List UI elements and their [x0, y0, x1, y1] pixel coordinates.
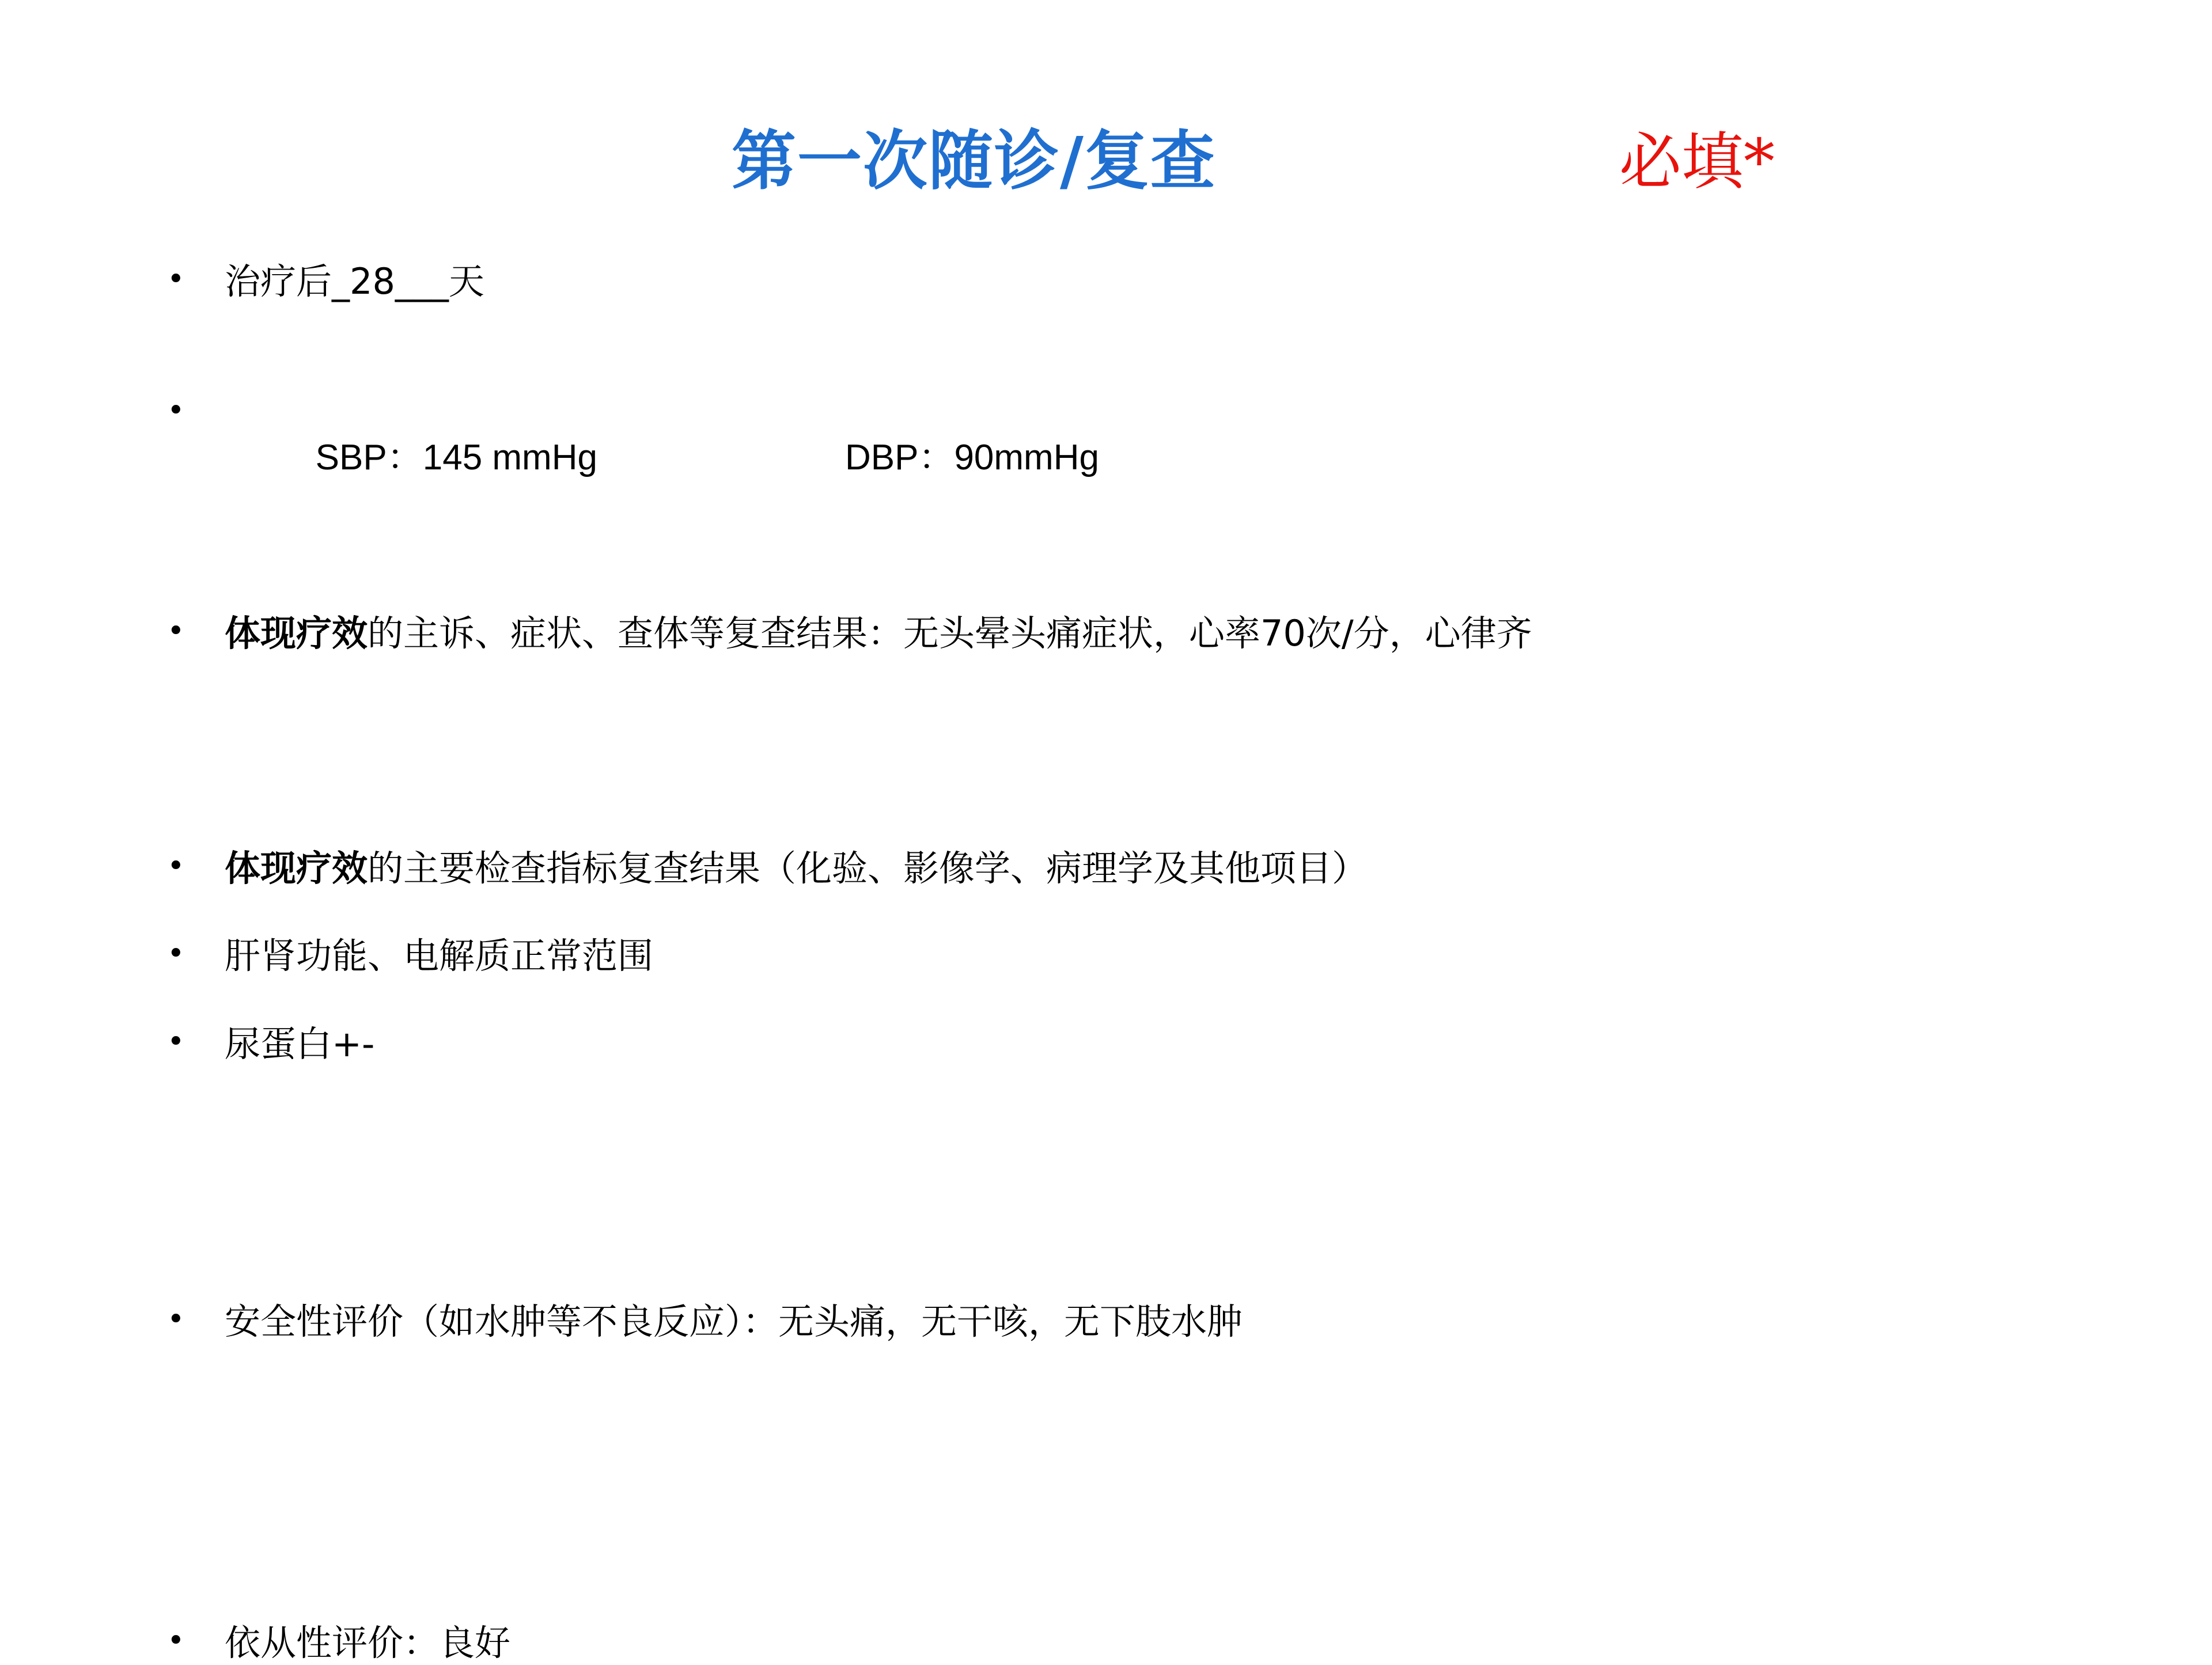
list-item-efficacy-symptoms — [167, 611, 2126, 656]
safety-evaluation-text: 安全性评价（如水肿等不良反应）：无头痛，无干咳，无下肢水肿 — [225, 1299, 2126, 1344]
efficacy-symptoms-text: 的主诉、症状、查体等复查结果：无头晕头痛症状，心率70次/分，心律齐 — [368, 612, 1532, 654]
efficacy-exams-row — [225, 846, 2126, 891]
dbp-label: DBP： — [845, 438, 954, 477]
slide-title-row — [0, 109, 2212, 202]
efficacy-symptoms-row — [225, 611, 2126, 656]
spacer — [167, 304, 2126, 390]
spacer — [167, 1066, 2126, 1256]
bullet-icon: • — [167, 259, 225, 299]
spacer — [167, 525, 2126, 611]
list-item-blood-pressure — [167, 390, 2126, 525]
bullet-icon: • — [167, 1022, 225, 1062]
efficacy-symptoms-bold: 体现疗效 — [225, 612, 368, 654]
bullet-icon: • — [167, 611, 225, 651]
sbp-label: SBP： — [316, 438, 423, 477]
list-item-efficacy-exams — [167, 846, 2126, 891]
compliance-evaluation-text: 依从性评价：良好 — [225, 1621, 2126, 1665]
liver-kidney-electrolytes-text: 肝肾功能、电解质正常范围 — [225, 934, 2126, 978]
spacer — [167, 1256, 2126, 1299]
bullet-list — [167, 259, 2126, 1665]
spacer — [167, 890, 2126, 934]
page-title: 第一次随诊/复查 — [732, 109, 1216, 202]
bullet-icon: • — [167, 934, 225, 974]
bullet-icon: • — [167, 846, 225, 886]
spacer — [167, 656, 2126, 846]
efficacy-exams-bold: 体现疗效 — [225, 847, 368, 889]
bullet-icon: • — [167, 1299, 225, 1340]
dbp-value: 90mmHg — [954, 438, 1099, 477]
required-marker: 必填* — [1619, 112, 1775, 201]
bullet-icon: • — [167, 390, 225, 431]
efficacy-exams-text: 的主要检查指标复查结果（化验、影像学、病理学及其他项目） — [368, 847, 1368, 889]
bullet-icon: • — [167, 1621, 225, 1661]
spacer — [167, 978, 2126, 1022]
list-item-liver-kidney-electrolytes — [167, 934, 2126, 978]
spacer — [167, 1534, 2126, 1621]
days-after-treatment-text: 治疗后_28___天 — [225, 259, 2126, 304]
list-item-compliance-evaluation — [167, 1621, 2126, 1665]
list-item-safety-evaluation — [167, 1299, 2126, 1344]
list-item-urine-protein — [167, 1022, 2126, 1067]
list-item-days-after-treatment — [167, 259, 2126, 304]
spacer — [167, 1344, 2126, 1534]
urine-protein-text: 尿蛋白+- — [225, 1022, 2126, 1067]
blood-pressure-row — [225, 390, 2126, 525]
sbp-value: 145 mmHg — [423, 438, 597, 477]
